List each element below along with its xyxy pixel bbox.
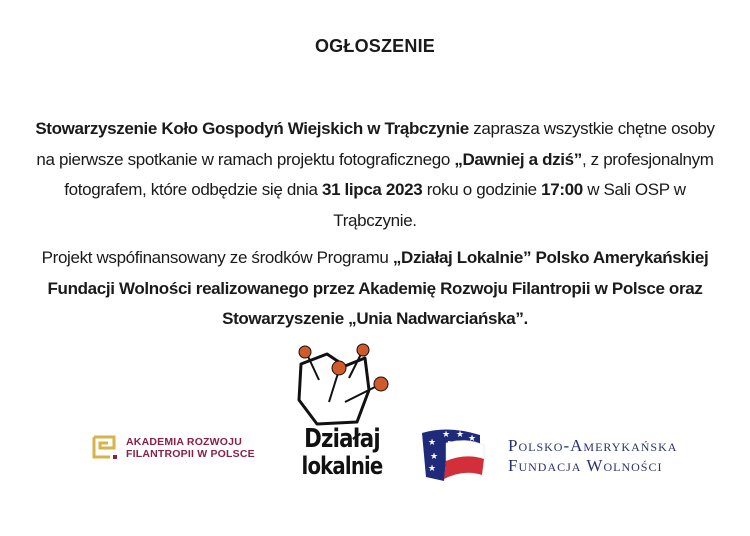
event-date: 31 lipca 2023 — [321, 180, 423, 199]
page-title: OGŁOSZENIE — [314, 36, 435, 56]
svg-text:★: ★ — [456, 430, 465, 440]
svg-text:★: ★ — [428, 438, 437, 448]
arfp-line2: FILANTROPII W POLSCE — [126, 448, 255, 460]
arfp-line1: AKADEMIA ROZWOJU — [126, 436, 242, 448]
dl-word-lokalnie: lokalnie — [301, 452, 383, 480]
organization-name: Stowarzyszenie Koło Gospodyń Wiejskich w Trąbczynie — [35, 119, 469, 138]
svg-text:★: ★ — [428, 464, 437, 474]
event-time: 17:00 — [541, 180, 583, 199]
invitation-paragraph: Stowarzyszenie Koło Gospodyń Wiejskich w Trąbczynie zaprasza wszystkie chętne osoby na pierwsze spotkanie w ramach projektu fotograficznego „Dawniej a dziś”, z profesjonalnym fotografem, które odbędzie się dnia 31 lipca 2023 roku o godzinie 17:00 w Sali OSP w Trąbczynie. — [35, 119, 715, 230]
pafw-logo — [508, 436, 728, 476]
project-name: „Dawniej a dziś” — [454, 149, 582, 169]
svg-text:★: ★ — [468, 434, 477, 444]
svg-text:★: ★ — [430, 452, 439, 462]
pafw-line1: Polsko-Amerykańska — [508, 436, 678, 455]
pafw-flag-icon — [418, 423, 490, 485]
funding-paragraph: Projekt wspófinansowany ze środków Programu „Działaj Lokalnie” Polsko Amerykańskiej Fundacji Wolności realizowanego przez Akademię Rozwoju Filantropii w Polsce oraz Stowarzyszenie „Unia Nadwarciańska”. — [41, 248, 709, 328]
svg-text:★: ★ — [442, 430, 451, 440]
pafw-line2: Fundacja Wolności — [508, 456, 663, 475]
dzialaj-lokalnie-logo — [287, 342, 397, 487]
flower-pot-icon — [287, 342, 397, 427]
program-name: „Działaj Lokalnie” Polsko Amerykańskiej Fundacji Wolności realizowanego przez Akademię Rozwoju Filantropii w Polsce oraz Stowarzyszenie „Unia Nadwarciańska”. — [47, 248, 709, 328]
dl-word-dzialaj: Działaj — [304, 424, 380, 454]
arfp-mark-icon — [92, 435, 118, 461]
arfp-logo — [92, 432, 282, 464]
